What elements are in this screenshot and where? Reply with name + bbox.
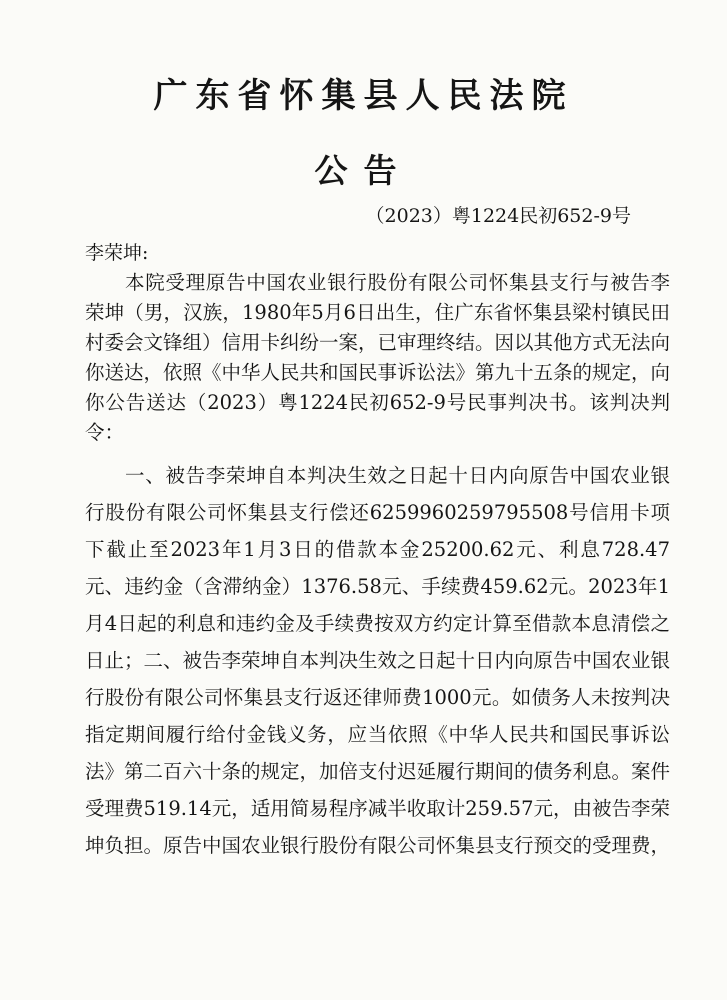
addressee: 李荣坤: xyxy=(85,242,149,264)
case-number: （2023）粤1224民初652-9号 xyxy=(365,205,631,227)
document-type-heading: 公告 xyxy=(314,151,413,190)
notice-paragraph: 本院受理原告中国农业银行股份有限公司怀集县支行与被告李荣坤（男，汉族，1980年5月6日出生，住广东省怀集县梁村镇民田村委会文锋组）信用卡纠纷一案，已审理终结。因以其他方式无法向你送达，依照《中华人民共和国民事诉讼法》第九十五条的规定，向你公告送达（2023）粤1224民初652-9号民事判决书。该判决判令： xyxy=(85,271,671,444)
judgment-paragraph: 一、被告李荣坤自本判决生效之日起十日内向原告中国农业银行股份有限公司怀集县支行偿还6259960259795508号信用卡项下截止至2023年1月3日的借款本金25200.62元、利息728.47元、违约金（含滞纳金）1376.58元、手续费459.62元。2023年1月4日起的利息和违约金及手续费按双方约定计算至借款本息清偿之日止；二、被告李荣坤自本判决生效之日起十日内向原告中国农业银行股份有限公司怀集县支行返还律师费1000元。如债务人未按判决指定期间履行给付金钱义务，应当依照《中华人民共和国民事诉讼法》第二百六十条的规定，加倍支付迟延履行期间的债务利息。案件受理费519.14元，适用简易程序减半收取计259.57元，由被告李荣坤负担。原告中国农业银行股份有限公司怀集县支行预交的受理费， xyxy=(85,464,671,857)
court-name-heading: 广东省怀集县人民法院 xyxy=(153,76,574,116)
